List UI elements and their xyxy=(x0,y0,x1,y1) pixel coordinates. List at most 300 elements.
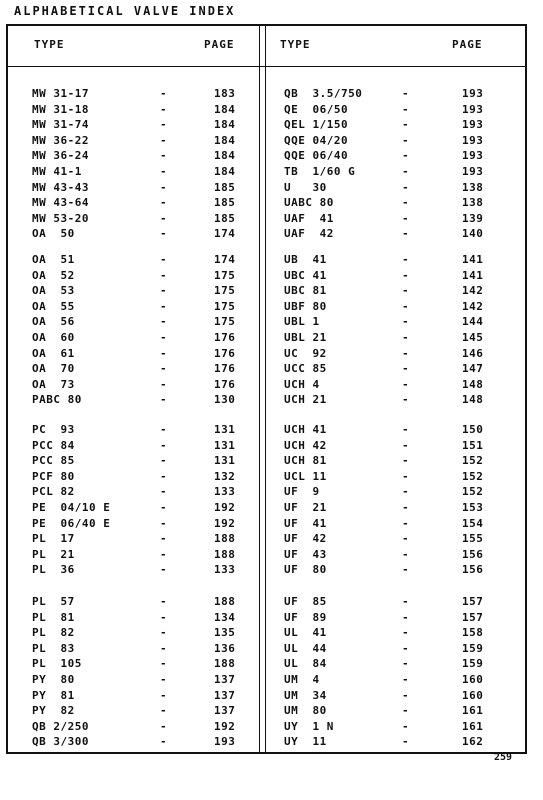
valve-type: MW 31-74 xyxy=(32,118,89,132)
valve-type: PE 04/10 E xyxy=(32,500,111,514)
dash-separator: - xyxy=(160,299,167,313)
dash-separator: - xyxy=(160,227,167,241)
index-row xyxy=(266,283,526,299)
page-ref: 193 xyxy=(462,102,484,116)
valve-type: UBL 21 xyxy=(284,330,327,344)
page-ref: 145 xyxy=(462,330,484,344)
page-ref: 193 xyxy=(462,118,484,132)
page-ref: 176 xyxy=(214,330,236,344)
dash-separator: - xyxy=(160,149,167,163)
valve-type: PL 82 xyxy=(32,626,75,640)
valve-type: UL 84 xyxy=(284,657,327,671)
page-ref: 188 xyxy=(214,547,236,561)
index-row xyxy=(8,422,259,438)
dash-separator: - xyxy=(402,626,409,640)
page-header-right: PAGE xyxy=(452,38,483,51)
dash-separator: - xyxy=(402,87,409,100)
page-ref: 132 xyxy=(214,469,236,483)
dash-separator: - xyxy=(402,211,409,225)
valve-type: PL 17 xyxy=(32,532,75,546)
page-ref: 192 xyxy=(214,500,236,514)
index-row xyxy=(266,531,526,547)
page-ref: 137 xyxy=(214,704,236,718)
valve-type: UY 1 N xyxy=(284,719,334,733)
dash-separator: - xyxy=(160,315,167,329)
dash-separator: - xyxy=(160,672,167,686)
page-ref: 185 xyxy=(214,196,236,210)
valve-type: PL 36 xyxy=(32,563,75,577)
valve-type: MW 41-1 xyxy=(32,164,82,178)
valve-type: PCF 80 xyxy=(32,469,75,483)
valve-type: PY 80 xyxy=(32,672,75,686)
page-ref: 133 xyxy=(214,485,236,499)
dash-separator: - xyxy=(402,164,409,178)
entry-group xyxy=(266,422,526,578)
page-ref: 133 xyxy=(214,563,236,577)
index-row xyxy=(8,547,259,563)
page-ref: 176 xyxy=(214,377,236,391)
page-ref: 137 xyxy=(214,688,236,702)
index-row xyxy=(266,346,526,362)
valve-type: UF 80 xyxy=(284,563,327,577)
page-ref: 193 xyxy=(462,87,484,100)
index-table xyxy=(6,24,527,754)
dash-separator: - xyxy=(160,423,167,436)
index-row xyxy=(266,299,526,315)
index-row xyxy=(266,164,526,180)
dash-separator: - xyxy=(402,500,409,514)
index-row xyxy=(266,361,526,377)
page-ref: 151 xyxy=(462,438,484,452)
valve-type: UBF 80 xyxy=(284,299,327,313)
valve-type: UL 41 xyxy=(284,626,327,640)
page-ref: 188 xyxy=(214,595,236,608)
valve-type: UCL 11 xyxy=(284,469,327,483)
index-row xyxy=(266,268,526,284)
index-row xyxy=(8,610,259,626)
dash-separator: - xyxy=(402,735,409,749)
valve-type: OA 61 xyxy=(32,346,75,360)
index-row xyxy=(266,500,526,516)
page-ref: 175 xyxy=(214,315,236,329)
index-row xyxy=(266,734,526,750)
dash-separator: - xyxy=(402,563,409,577)
column-divider xyxy=(259,26,266,752)
valve-type: UCH 4 xyxy=(284,377,320,391)
index-row xyxy=(8,453,259,469)
dash-separator: - xyxy=(160,393,167,407)
dash-separator: - xyxy=(160,164,167,178)
page-ref: 184 xyxy=(214,133,236,147)
index-row xyxy=(266,422,526,438)
valve-type: UAF 42 xyxy=(284,227,334,241)
dash-separator: - xyxy=(160,377,167,391)
page-ref: 141 xyxy=(462,268,484,282)
dash-separator: - xyxy=(160,516,167,530)
valve-type: U 30 xyxy=(284,180,327,194)
dash-separator: - xyxy=(160,688,167,702)
dash-separator: - xyxy=(160,657,167,671)
page-ref: 131 xyxy=(214,454,236,468)
page-ref: 147 xyxy=(462,362,484,376)
page-ref: 136 xyxy=(214,641,236,655)
index-row xyxy=(266,252,526,268)
valve-type: UF 9 xyxy=(284,485,320,499)
index-row xyxy=(266,594,526,610)
page-ref: 184 xyxy=(214,164,236,178)
page-header-left: PAGE xyxy=(204,38,235,51)
dash-separator: - xyxy=(402,362,409,376)
dash-separator: - xyxy=(160,118,167,132)
entry-group xyxy=(266,594,526,750)
valve-type: OA 53 xyxy=(32,284,75,298)
index-row xyxy=(266,314,526,330)
dash-separator: - xyxy=(160,704,167,718)
dash-separator: - xyxy=(160,469,167,483)
page-ref: 157 xyxy=(462,610,484,624)
dash-separator: - xyxy=(402,133,409,147)
valve-type: MW 43-64 xyxy=(32,196,89,210)
valve-type: UCH 21 xyxy=(284,393,327,407)
index-row xyxy=(8,86,259,102)
dash-separator: - xyxy=(402,102,409,116)
entry-group xyxy=(8,422,259,578)
dash-separator: - xyxy=(160,626,167,640)
valve-type: QB 3/300 xyxy=(32,735,89,749)
page-ref: 185 xyxy=(214,211,236,225)
type-header-left: TYPE xyxy=(34,38,65,51)
valve-type: MW 31-18 xyxy=(32,102,89,116)
page-ref: 159 xyxy=(462,641,484,655)
dash-separator: - xyxy=(402,299,409,313)
valve-type: PCL 82 xyxy=(32,485,75,499)
dash-separator: - xyxy=(402,610,409,624)
dash-separator: - xyxy=(402,253,409,266)
entry-group xyxy=(266,86,526,242)
valve-type: OA 52 xyxy=(32,268,75,282)
page-ref: 134 xyxy=(214,610,236,624)
dash-separator: - xyxy=(160,211,167,225)
dash-separator: - xyxy=(160,87,167,100)
index-row xyxy=(266,392,526,408)
dash-separator: - xyxy=(160,719,167,733)
dash-separator: - xyxy=(160,362,167,376)
dash-separator: - xyxy=(160,196,167,210)
page-ref: 142 xyxy=(462,284,484,298)
valve-type: QEL 1/150 xyxy=(284,118,349,132)
dash-separator: - xyxy=(402,688,409,702)
valve-type: OA 55 xyxy=(32,299,75,313)
page-ref: 152 xyxy=(462,454,484,468)
valve-type: QE 06/50 xyxy=(284,102,349,116)
dash-separator: - xyxy=(160,102,167,116)
page-ref: 152 xyxy=(462,485,484,499)
valve-type: UF 41 xyxy=(284,516,327,530)
page-ref: 192 xyxy=(214,719,236,733)
page-ref: 131 xyxy=(214,438,236,452)
index-row xyxy=(8,469,259,485)
dash-separator: - xyxy=(402,547,409,561)
valve-type: UCC 85 xyxy=(284,362,327,376)
dash-separator: - xyxy=(402,330,409,344)
index-row xyxy=(266,516,526,532)
header-rule xyxy=(8,66,525,67)
dash-separator: - xyxy=(402,227,409,241)
page-ref: 193 xyxy=(214,735,236,749)
page-ref: 144 xyxy=(462,315,484,329)
dash-separator: - xyxy=(402,641,409,655)
entry-group xyxy=(8,86,259,242)
index-row xyxy=(8,314,259,330)
page-ref: 131 xyxy=(214,423,236,436)
valve-type: UAF 41 xyxy=(284,211,334,225)
page-ref: 153 xyxy=(462,500,484,514)
dash-separator: - xyxy=(160,500,167,514)
index-row xyxy=(266,703,526,719)
index-row xyxy=(8,226,259,242)
valve-type: PY 81 xyxy=(32,688,75,702)
index-row xyxy=(8,283,259,299)
index-row xyxy=(8,703,259,719)
index-row xyxy=(266,453,526,469)
valve-type: QB 3.5/750 xyxy=(284,87,363,100)
index-row xyxy=(8,361,259,377)
page-ref: 142 xyxy=(462,299,484,313)
page-ref: 138 xyxy=(462,180,484,194)
index-row xyxy=(8,377,259,393)
index-row xyxy=(266,484,526,500)
dash-separator: - xyxy=(160,735,167,749)
valve-type: UF 42 xyxy=(284,532,327,546)
dash-separator: - xyxy=(402,704,409,718)
valve-type: UF 89 xyxy=(284,610,327,624)
dash-separator: - xyxy=(402,469,409,483)
dash-separator: - xyxy=(160,253,167,266)
index-row xyxy=(8,330,259,346)
valve-type: UF 85 xyxy=(284,595,327,608)
valve-type: MW 43-43 xyxy=(32,180,89,194)
page-ref: 152 xyxy=(462,469,484,483)
index-row xyxy=(266,148,526,164)
valve-type: UL 44 xyxy=(284,641,327,655)
valve-type: UB 41 xyxy=(284,253,327,266)
index-row xyxy=(8,500,259,516)
valve-type: UCH 41 xyxy=(284,423,327,436)
index-row xyxy=(266,102,526,118)
index-row xyxy=(266,610,526,626)
index-row xyxy=(8,164,259,180)
page-ref: 154 xyxy=(462,516,484,530)
dash-separator: - xyxy=(402,377,409,391)
page-ref: 174 xyxy=(214,227,236,241)
dash-separator: - xyxy=(160,268,167,282)
page-ref: 159 xyxy=(462,657,484,671)
dash-separator: - xyxy=(402,284,409,298)
dash-separator: - xyxy=(402,315,409,329)
valve-type: PABC 80 xyxy=(32,393,82,407)
index-row xyxy=(266,562,526,578)
valve-type: QQE 04/20 xyxy=(284,133,349,147)
entry-group xyxy=(8,594,259,750)
page-ref: 176 xyxy=(214,346,236,360)
valve-type: UF 21 xyxy=(284,500,327,514)
valve-type: MW 53-20 xyxy=(32,211,89,225)
index-row xyxy=(266,211,526,227)
valve-type: OA 51 xyxy=(32,253,75,266)
valve-type: OA 56 xyxy=(32,315,75,329)
dash-separator: - xyxy=(160,346,167,360)
page-ref: 192 xyxy=(214,516,236,530)
page-ref: 160 xyxy=(462,672,484,686)
index-row xyxy=(266,86,526,102)
page-ref: 146 xyxy=(462,346,484,360)
dash-separator: - xyxy=(402,149,409,163)
dash-separator: - xyxy=(402,118,409,132)
dash-separator: - xyxy=(402,346,409,360)
index-row xyxy=(8,117,259,133)
index-row xyxy=(266,330,526,346)
index-row xyxy=(8,625,259,641)
index-row xyxy=(8,656,259,672)
index-row xyxy=(8,133,259,149)
index-row xyxy=(8,734,259,750)
page-ref: 161 xyxy=(462,719,484,733)
valve-type: PL 21 xyxy=(32,547,75,561)
page-ref: 156 xyxy=(462,547,484,561)
page-ref: 161 xyxy=(462,704,484,718)
index-row xyxy=(8,438,259,454)
page-ref: 148 xyxy=(462,377,484,391)
index-row xyxy=(8,195,259,211)
dash-separator: - xyxy=(402,595,409,608)
valve-type: UF 43 xyxy=(284,547,327,561)
index-row xyxy=(266,688,526,704)
valve-type: UBC 81 xyxy=(284,284,327,298)
page-ref: 162 xyxy=(462,735,484,749)
valve-type: QQE 06/40 xyxy=(284,149,349,163)
dash-separator: - xyxy=(160,547,167,561)
dash-separator: - xyxy=(402,438,409,452)
dash-separator: - xyxy=(160,610,167,624)
page-ref: 155 xyxy=(462,532,484,546)
dash-separator: - xyxy=(402,268,409,282)
index-row xyxy=(266,547,526,563)
valve-type: UCH 81 xyxy=(284,454,327,468)
valve-type: UCH 42 xyxy=(284,438,327,452)
index-row xyxy=(8,268,259,284)
index-row xyxy=(8,516,259,532)
page-ref: 157 xyxy=(462,595,484,608)
entry-group xyxy=(8,252,259,408)
valve-type: OA 73 xyxy=(32,377,75,391)
valve-type: PY 82 xyxy=(32,704,75,718)
valve-type: TB 1/60 G xyxy=(284,164,356,178)
index-row xyxy=(266,377,526,393)
page-ref: 175 xyxy=(214,299,236,313)
index-row xyxy=(8,102,259,118)
valve-type: PL 105 xyxy=(32,657,82,671)
page-ref: 188 xyxy=(214,532,236,546)
index-row xyxy=(8,148,259,164)
index-row xyxy=(266,226,526,242)
page-ref: 175 xyxy=(214,284,236,298)
dash-separator: - xyxy=(160,485,167,499)
index-row xyxy=(8,346,259,362)
page-ref: 193 xyxy=(462,149,484,163)
index-row xyxy=(8,719,259,735)
valve-type: PCC 85 xyxy=(32,454,75,468)
page-ref: 184 xyxy=(214,118,236,132)
dash-separator: - xyxy=(402,180,409,194)
index-row xyxy=(8,562,259,578)
dash-separator: - xyxy=(402,719,409,733)
page-ref: 193 xyxy=(462,164,484,178)
index-row xyxy=(266,133,526,149)
dash-separator: - xyxy=(402,485,409,499)
index-row xyxy=(266,195,526,211)
page-ref: 158 xyxy=(462,626,484,640)
valve-type: UABC 80 xyxy=(284,196,334,210)
dash-separator: - xyxy=(160,180,167,194)
valve-type: UBL 1 xyxy=(284,315,320,329)
index-title: ALPHABETICAL VALVE INDEX xyxy=(14,4,236,18)
index-row xyxy=(266,641,526,657)
index-row xyxy=(266,180,526,196)
index-row xyxy=(266,672,526,688)
page-ref: 183 xyxy=(214,87,236,100)
page-ref: 185 xyxy=(214,180,236,194)
valve-type: UM 80 xyxy=(284,704,327,718)
index-row xyxy=(266,719,526,735)
valve-type: UM 4 xyxy=(284,672,320,686)
dash-separator: - xyxy=(402,657,409,671)
dash-separator: - xyxy=(160,454,167,468)
valve-type: MW 36-22 xyxy=(32,133,89,147)
dash-separator: - xyxy=(402,454,409,468)
dash-separator: - xyxy=(402,672,409,686)
index-row xyxy=(8,392,259,408)
dash-separator: - xyxy=(402,532,409,546)
index-row xyxy=(8,180,259,196)
valve-type: PC 93 xyxy=(32,423,75,436)
dash-separator: - xyxy=(160,133,167,147)
type-header-right: TYPE xyxy=(280,38,311,51)
page-ref: 130 xyxy=(214,393,236,407)
index-row xyxy=(8,641,259,657)
page-ref: 139 xyxy=(462,211,484,225)
valve-type: PL 81 xyxy=(32,610,75,624)
page-ref: 140 xyxy=(462,227,484,241)
index-row xyxy=(8,484,259,500)
index-row xyxy=(8,252,259,268)
dash-separator: - xyxy=(160,284,167,298)
page-ref: 138 xyxy=(462,196,484,210)
page-ref: 184 xyxy=(214,149,236,163)
page-number: 259 xyxy=(494,752,513,763)
valve-type: MW 36-24 xyxy=(32,149,89,163)
entry-group xyxy=(266,252,526,408)
index-row xyxy=(8,299,259,315)
valve-type: OA 70 xyxy=(32,362,75,376)
index-row xyxy=(266,656,526,672)
valve-type: OA 60 xyxy=(32,330,75,344)
page-ref: 135 xyxy=(214,626,236,640)
index-row xyxy=(8,594,259,610)
valve-type: MW 31-17 xyxy=(32,87,89,100)
index-row xyxy=(8,531,259,547)
dash-separator: - xyxy=(402,423,409,436)
dash-separator: - xyxy=(160,330,167,344)
